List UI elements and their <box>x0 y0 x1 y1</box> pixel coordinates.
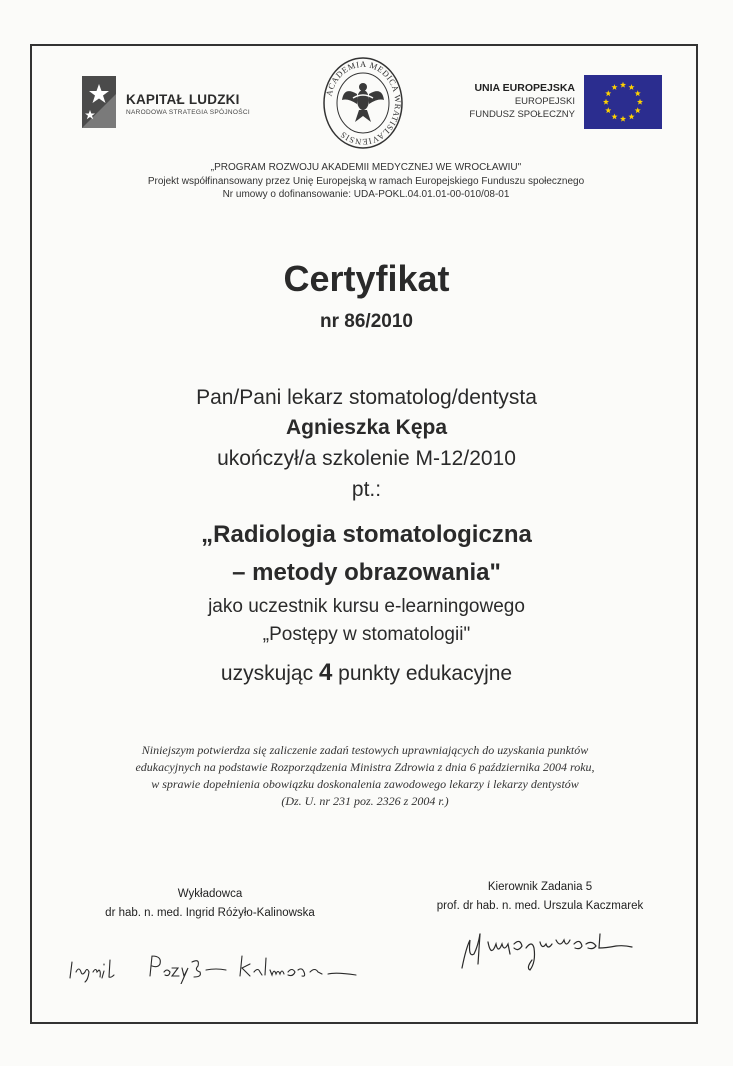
points-line <box>0 659 733 687</box>
university-seal-icon <box>322 56 404 150</box>
program-contract-number: Nr umowy o dofinansowanie: UDA-POKL.04.01.01-00-010/08-01 <box>222 189 510 200</box>
program-title: „PROGRAM ROZWOJU AKADEMII MEDYCZNEJ WE WROCŁAWIU" <box>210 162 522 173</box>
eu-flag-icon <box>584 75 662 129</box>
legal-line2: edukacyjnych na podstawie Rozporządzenia Ministra Zdrowia z dnia 6 października 2004 roku, <box>135 760 595 774</box>
kapital-ludzki-text <box>126 92 250 116</box>
addressee-line: Pan/Pani lekarz stomatolog/dentysta <box>196 386 537 409</box>
legal-line4: (Dz. U. nr 231 poz. 2326 z 2004 r.) <box>281 794 449 808</box>
title-prefix: pt.: <box>351 478 382 501</box>
legal-note <box>70 742 660 810</box>
eu-fund-line2: FUNDUSZ SPOŁECZNY <box>469 109 575 120</box>
program-name: „Postępy w stomatologii" <box>262 624 471 645</box>
lecturer-name: dr hab. n. med. Ingrid Różyło-Kalinowska <box>105 907 315 919</box>
eu-fund-line1: EUROPEJSKI <box>514 96 575 107</box>
course-title-line2: – metody obrazowania" <box>232 559 501 586</box>
points-suffix: punkty edukacyjne <box>338 662 513 685</box>
legal-line1: Niniejszym potwierdza się zaliczenie zadań testowych uprawniających do uzyskania punktów <box>141 743 589 757</box>
eu-title: UNIA EUROPEJSKA <box>474 82 575 94</box>
certificate-title: Certyfikat <box>283 258 450 299</box>
kapital-ludzki-title: KAPITAŁ LUDZKI <box>126 92 240 107</box>
lecturer-role: Wykładowca <box>177 888 243 900</box>
task-manager-name: prof. dr hab. n. med. Urszula Kaczmarek <box>436 900 644 912</box>
completion-line: ukończył/a szkolenie M-12/2010 <box>217 447 516 470</box>
program-cofinance: Projekt współfinansowany przez Unię Europejską w ramach Europejskiego Funduszu społecznego <box>147 175 585 187</box>
svg-text:ACADEMIA MEDICA WRATISLAVIENSI: ACADEMIA MEDICA WRATISLAVIENSIS <box>323 58 404 148</box>
points-prefix: uzyskując <box>220 662 314 685</box>
task-manager-role: Kierownik Zadania 5 <box>487 881 593 893</box>
kapital-ludzki-logo-icon <box>82 76 116 128</box>
task-manager-block <box>380 878 700 916</box>
points-value: 4 <box>318 659 333 686</box>
eu-text-block <box>430 82 575 120</box>
certificate-number: nr 86/2010 <box>320 311 413 332</box>
kapital-ludzki-subtitle: NARODOWA STRATEGIA SPÓJNOŚCI <box>126 109 250 116</box>
course-title-line1: „Radiologia stomatologiczna <box>201 521 532 548</box>
lecturer-signature-icon <box>66 944 366 984</box>
recipient-name: Agnieszka Kępa <box>285 416 448 439</box>
legal-line3: w sprawie dopełnienia obowiązku doskonalenia zawodowego lekarzy i lekarzy dentystów <box>151 777 579 791</box>
program-block <box>60 161 672 202</box>
lecturer-block <box>60 885 360 923</box>
task-manager-signature-icon <box>456 918 636 978</box>
participant-line: jako uczestnik kursu e-learningowego <box>208 596 525 617</box>
